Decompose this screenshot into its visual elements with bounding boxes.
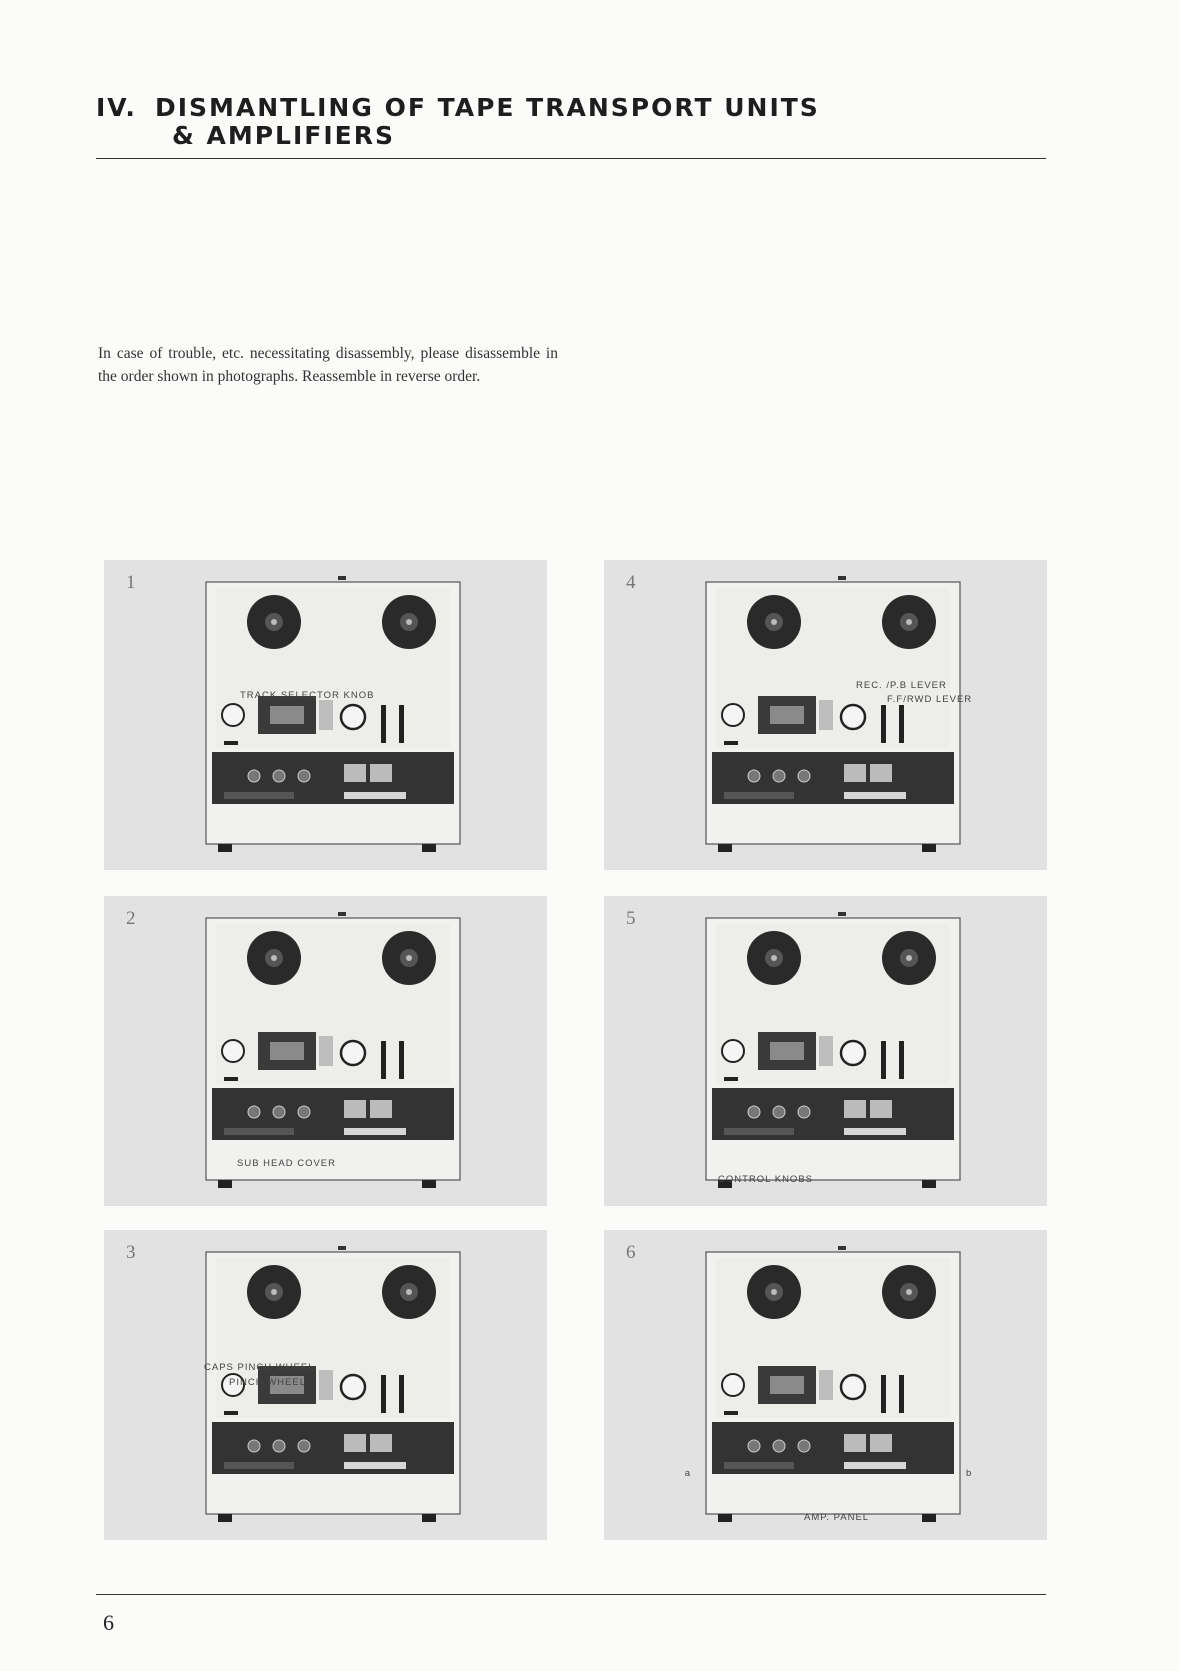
tape-deck-illustration — [104, 1230, 547, 1540]
callout-label: REC. /P.B LEVER — [856, 680, 947, 691]
deck-photo-1 — [104, 560, 547, 870]
section-title-line2: & AMPLIFIERS — [172, 121, 395, 150]
photo-number: 3 — [126, 1242, 136, 1263]
photo-number: 5 — [626, 908, 636, 929]
photo-number: 2 — [126, 908, 136, 929]
section-title-line1: DISMANTLING OF TAPE TRANSPORT UNITS — [154, 93, 820, 122]
deck-photo-2 — [104, 896, 547, 1206]
callout-label: SUB HEAD COVER — [237, 1158, 336, 1169]
intro-paragraph: In case of trouble, etc. necessitating disassembly, please disassemble in the order shown in photographs. Reassemble in reverse order. — [98, 344, 558, 385]
callout-label: CONTROL KNOBS — [718, 1174, 813, 1185]
tape-deck-illustration — [604, 896, 1047, 1206]
deck-photo-4 — [604, 560, 1047, 870]
callout-label: b — [966, 1468, 973, 1479]
callout-label: CAPS PINCH WHEEL — [204, 1362, 315, 1373]
heading-rule — [96, 158, 1046, 159]
page-number: 6 — [103, 1610, 114, 1635]
callout-label: PINCH WHEEL — [229, 1377, 306, 1388]
callout-label: a — [684, 1468, 691, 1479]
callout-label: AMP. PANEL — [804, 1512, 870, 1523]
callout-label: TRACK SELECTOR KNOB — [240, 690, 375, 701]
deck-photo-3 — [104, 1230, 547, 1540]
callout-label: F.F/RWD LEVER — [887, 694, 973, 705]
footer-rule — [96, 1594, 1046, 1595]
section-heading — [96, 94, 820, 150]
photo-number: 6 — [626, 1242, 636, 1263]
tape-deck-illustration — [604, 560, 1047, 870]
tape-deck-illustration — [104, 560, 547, 870]
tape-deck-illustration — [604, 1230, 1047, 1540]
tape-deck-illustration — [104, 896, 547, 1206]
deck-photo-5 — [604, 896, 1047, 1206]
photo-number: 4 — [626, 572, 636, 593]
photo-number: 1 — [126, 572, 136, 593]
section-number: IV. — [96, 93, 137, 122]
deck-photo-6 — [604, 1230, 1047, 1540]
